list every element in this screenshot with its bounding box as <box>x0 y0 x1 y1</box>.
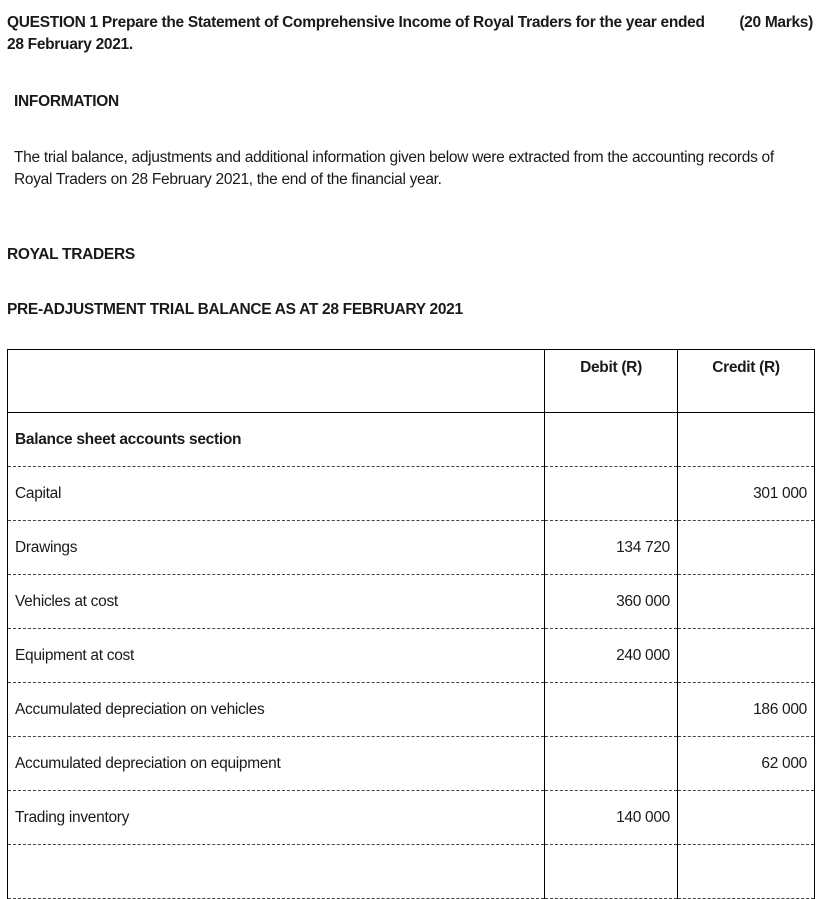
debit-value: 134 720 <box>545 521 678 575</box>
company-name: ROYAL TRADERS <box>7 246 135 263</box>
table-row <box>8 791 815 845</box>
account-name: Accumulated depreciation on vehicles <box>8 683 545 737</box>
table-row <box>8 575 815 629</box>
credit-value <box>678 791 815 845</box>
account-name: Balance sheet accounts section <box>8 413 545 467</box>
header-debit: Debit (R) <box>545 350 678 413</box>
table-row <box>8 845 815 899</box>
credit-value <box>678 575 815 629</box>
account-name: Vehicles at cost <box>8 575 545 629</box>
trial-balance-title: PRE-ADJUSTMENT TRIAL BALANCE AS AT 28 FEBRUARY 2021 <box>7 301 463 318</box>
table-row <box>8 521 815 575</box>
debit-value <box>545 845 678 899</box>
debit-value: 140 000 <box>545 791 678 845</box>
debit-value: 240 000 <box>545 629 678 683</box>
table-row <box>8 737 815 791</box>
credit-value: 301 000 <box>678 467 815 521</box>
information-paragraph: The trial balance, adjustments and additional information given below were extracted from the accounting records of Royal Traders on 28 February 2021, the end of the financial year. <box>14 149 774 188</box>
debit-value: 360 000 <box>545 575 678 629</box>
header-account <box>8 350 545 413</box>
table-header-row <box>8 350 815 413</box>
debit-value <box>545 467 678 521</box>
header-credit: Credit (R) <box>678 350 815 413</box>
account-name: Accumulated depreciation on equipment <box>8 737 545 791</box>
table-row <box>8 683 815 737</box>
credit-value <box>678 521 815 575</box>
credit-value: 62 000 <box>678 737 815 791</box>
credit-value: 186 000 <box>678 683 815 737</box>
account-name: Drawings <box>8 521 545 575</box>
debit-value <box>545 413 678 467</box>
credit-value <box>678 413 815 467</box>
credit-value <box>678 629 815 683</box>
question-marks: (20 Marks) <box>739 14 813 31</box>
account-name: Equipment at cost <box>8 629 545 683</box>
information-heading: INFORMATION <box>14 93 119 110</box>
debit-value <box>545 683 678 737</box>
credit-value <box>678 845 815 899</box>
trial-balance-table <box>7 349 815 899</box>
table-row <box>8 467 815 521</box>
table-row <box>8 629 815 683</box>
account-name <box>8 845 545 899</box>
account-name: Trading inventory <box>8 791 545 845</box>
account-name: Capital <box>8 467 545 521</box>
question-text: QUESTION 1 Prepare the Statement of Comprehensive Income of Royal Traders for the year ended 28 February 2021. <box>7 14 705 53</box>
debit-value <box>545 737 678 791</box>
table-row <box>8 413 815 467</box>
